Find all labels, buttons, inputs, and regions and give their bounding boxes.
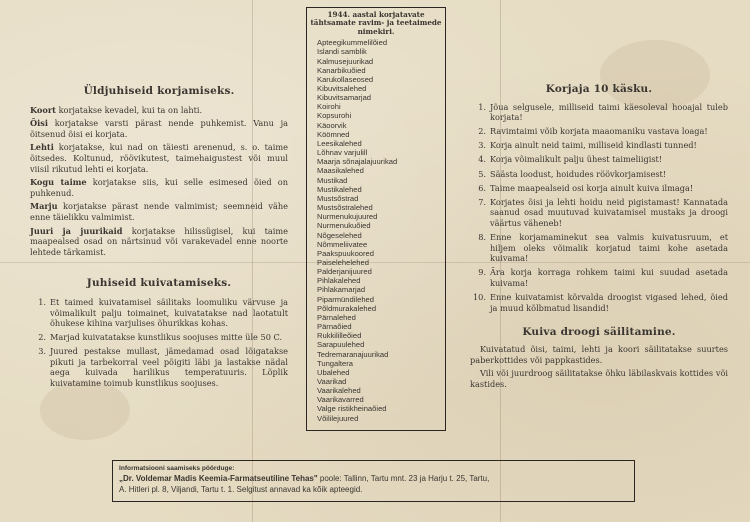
rule-item-text: Taime maapealseid osi korja ainult kuiva ilmaga! [490, 182, 694, 193]
footer-heading: Informatsiooni saamiseks pöörduge: [119, 465, 235, 472]
herb-item: Paiselehelehed [317, 257, 369, 267]
rule-item-number: 9. [478, 267, 486, 278]
rule-item [470, 267, 728, 288]
herb-item: Rukkililleõied [317, 331, 362, 341]
drying-item-text: Marjad kuivatatakse kunstlikus soojuses mitte üle 50 C. [50, 332, 283, 343]
herb-item: Ubalehed [317, 367, 350, 377]
drying-title: Juhiseid kuivatamiseks. [86, 277, 232, 290]
herb-item: Kalmusejuurikad [317, 56, 374, 66]
herb-item: Vaarikalehed [317, 386, 361, 396]
harvest-paragraph [30, 201, 288, 222]
herb-item: Leesikalehed [317, 138, 362, 148]
herb-item: Pärnalehed [317, 312, 356, 322]
drying-item-text: Juured pestakse mullast, jämedamad osad lõigatakse pikuti ja tarbekorral veel põigiti läbi ja lastakse nädal aega kuivada harilikus temperatuuris. Lõplik kuivatamine toimub kunstlikus soojuses. [50, 346, 288, 389]
herb-item: Valge ristikheinaõied [317, 404, 387, 414]
drying-item-text: Et taimed kuivatamisel säilitaks loomuliku värvuse ja võimalikult palju toimainet, kuivatatakse nad laotatult õhukese kihina varjulises õhurikkas kohas. [50, 296, 288, 329]
herb-item: Põldmurakalehed [317, 303, 377, 313]
rule-item-text: Jõua selgusele, milliseid taimi käesoleval hooajal tuleb korjata! [490, 101, 728, 123]
drying-item [30, 346, 288, 388]
herb-item: Tedremaranajuurikad [317, 349, 389, 359]
herb-item: Maasikalehed [317, 166, 364, 176]
harvest-paragraph [30, 105, 288, 116]
herb-item: Pihlakalehed [317, 276, 361, 286]
firm-name: „Dr. Voldemar Madis Keemia-Farmatseutiline Tehas" [119, 474, 318, 483]
herb-item: Pärnaõied [317, 322, 352, 332]
herb-item: Palderjanijuured [317, 267, 372, 277]
footer-line-1 [119, 473, 628, 484]
storage-paragraphs [470, 344, 728, 389]
contact-footer [112, 460, 635, 502]
harvest-lead: Õisi [30, 118, 48, 129]
rule-item-number: 3. [478, 140, 486, 151]
rule-item-number: 6. [478, 182, 486, 193]
harvest-text: korjatakse varsti pärast nende puhkemist. Vanu ja õitsenud õisi ei korjata. [30, 118, 288, 139]
rule-item-number: 10. [472, 292, 486, 302]
rule-item-text: Ravimtaimi võib korjata maaomaniku vastava loaga! [490, 126, 708, 137]
footer-address-1: poole: Tallinn, Tartu mnt. 23 ja Harju t. 25, Tartu, [317, 474, 490, 483]
herb-item: Mustikalehed [317, 184, 362, 194]
herb-item: Köömned [317, 129, 350, 139]
left-column [30, 86, 288, 392]
rule-item [470, 154, 728, 165]
drying-item [30, 297, 288, 329]
harvest-lead: Lehti [30, 142, 54, 153]
drying-item-number: 1. [38, 296, 46, 307]
herb-item: Lõhnav varjulill [317, 148, 368, 158]
herb-item: Käoorvik [317, 120, 347, 130]
herb-item: Koirohi [317, 102, 341, 112]
rule-item-number: 2. [478, 126, 486, 137]
herb-item: Nõmmeliivatee [317, 239, 368, 249]
herb-item: Pihlakamarjad [317, 285, 366, 295]
rule-item-number: 1. [478, 101, 486, 112]
rule-item-text: Enne korjamaminekut sea valmis kuivatusruum, et hiljem oleks võimalik korjatud taimi kohe asetada kuivama! [490, 232, 728, 264]
rule-item-text: Korjates õisi ja lehti hoidu neid pigistamast! Kannatada saanud osad muutuvad kuivatamisel mustaks ja droogi väärtus väheneb! [490, 196, 728, 228]
rule-item [470, 232, 728, 264]
herb-item: Nõgeselehed [317, 230, 362, 240]
harvest-text: korjatakse pärast nende valmimist; seemneid vähe enne täielikku valmimist. [30, 201, 288, 222]
harvest-paragraph [30, 226, 288, 258]
herb-item: Tungaltera [317, 358, 354, 368]
rule-item-number: 7. [478, 196, 486, 207]
rule-item [470, 183, 728, 194]
herb-list [307, 38, 445, 423]
rule-item-text: Säästa loodust, hoidudes röövkorjamisest! [490, 168, 667, 179]
harvest-text: korjatakse kevadel, kui ta on lahti. [55, 104, 203, 115]
herb-item: Mustsõstralehed [317, 203, 373, 213]
storage-paragraph: Kuivatatud õisi, taimi, lehti ja koori säilitatakse suurtes paberkottides või pappkastides. [470, 344, 728, 365]
harvest-lead: Koort [30, 104, 56, 115]
herb-item: Maarja sõnajalajuurikad [317, 157, 398, 167]
right-column [470, 84, 728, 393]
rule-item-text: Enne kuivatamist kõrvalda droogist vigased lehed, õied ja muud kõlbmatud lisandid! [490, 292, 728, 313]
harvest-paragraph [30, 118, 288, 139]
herb-item: Vaarikavarred [317, 395, 364, 405]
herb-item: Kopsurohi [317, 111, 352, 121]
harvest-lead: Juuri ja juurikaid [30, 225, 123, 236]
herb-list-title: 1944. aastal korjatavate tähtsamate ravim- ja teetaimede nimekiri. [310, 10, 442, 36]
herb-item: Karukollaseosed [317, 74, 374, 84]
herb-item: Sarapuulehed [317, 340, 365, 350]
herb-item: Islandi samblik [317, 47, 367, 57]
rule-item [470, 169, 728, 180]
herb-item: Vaarikad [317, 377, 347, 386]
herb-item: Võililejuured [317, 413, 359, 423]
rule-item-number: 4. [478, 154, 486, 165]
herb-item: Mustsõstrad [317, 193, 359, 203]
herb-item: Nurmenukuõied [317, 221, 371, 231]
rule-item-text: Korja ainult neid taimi, milliseid kindlasti tunned! [490, 140, 697, 151]
herb-item: Nurmenukujuured [317, 212, 378, 222]
storage-title: Kuiva droogi säilitamine. [522, 325, 676, 338]
herb-item: Apteegikummelilõied [317, 38, 388, 48]
harvest-paragraphs [30, 105, 288, 258]
storage-paragraph: Vili või juurdroog säilitatakse õhku läbilaskvais kottides või kastides. [470, 368, 728, 390]
herb-item: Paakspuukoored [317, 248, 374, 258]
herb-item: Kanarbikuõied [317, 65, 366, 75]
herb-item: Kibuvitsamarjad [317, 93, 372, 103]
drying-item-number: 2. [38, 332, 46, 343]
drying-item-number: 3. [38, 346, 46, 357]
rule-item [470, 126, 728, 137]
drying-item [30, 332, 288, 343]
rule-item [470, 292, 728, 313]
herb-item: Kibuvitsalehed [317, 84, 367, 93]
rules-title: Korjaja 10 käsku. [545, 83, 653, 95]
rule-item-text: Korja võimalikult palju ühest taimeliigist! [490, 154, 663, 165]
harvest-text: korjatakse siis, kui selle esimesed õied on puhkenud. [30, 177, 288, 198]
rule-item [470, 102, 728, 123]
harvest-text: korjatakse, kui nad on täiesti arenenud, s. o. taime õitsedes. Koltunud, röövikutest, taimehaigustest või muul viisil rikutud lehti ei korjata. [30, 142, 288, 174]
harvest-paragraph [30, 177, 288, 198]
harvest-lead: Marju [30, 201, 58, 212]
rule-item [470, 140, 728, 151]
herb-item: Mustikad [317, 175, 348, 185]
herb-item: Piparmündilehed [317, 294, 374, 304]
herb-list-box [306, 7, 446, 431]
rule-item [470, 197, 728, 229]
rule-item-number: 5. [478, 168, 486, 179]
drying-list [30, 297, 288, 389]
rule-item-text: Ära korja korraga rohkem taimi kui suudad asetada kuivama! [490, 267, 728, 288]
harvest-lead: Kogu taime [30, 177, 87, 188]
footer-line-2: A. Hitleri pl. 8, Viljandi, Tartu t. 1. Selgitust annavad ka kõik apteegid. [119, 485, 363, 494]
harvest-paragraph [30, 142, 288, 174]
harvest-text: korjatakse hilissügisel, kui taime maapealsed osad on närtsinud või varakevadel enne noorte lehtede tärkamist. [30, 225, 289, 257]
harvest-title: Üldjuhiseid korjamiseks. [83, 85, 235, 97]
rules-list [470, 102, 728, 314]
rule-item-number: 8. [478, 232, 486, 243]
